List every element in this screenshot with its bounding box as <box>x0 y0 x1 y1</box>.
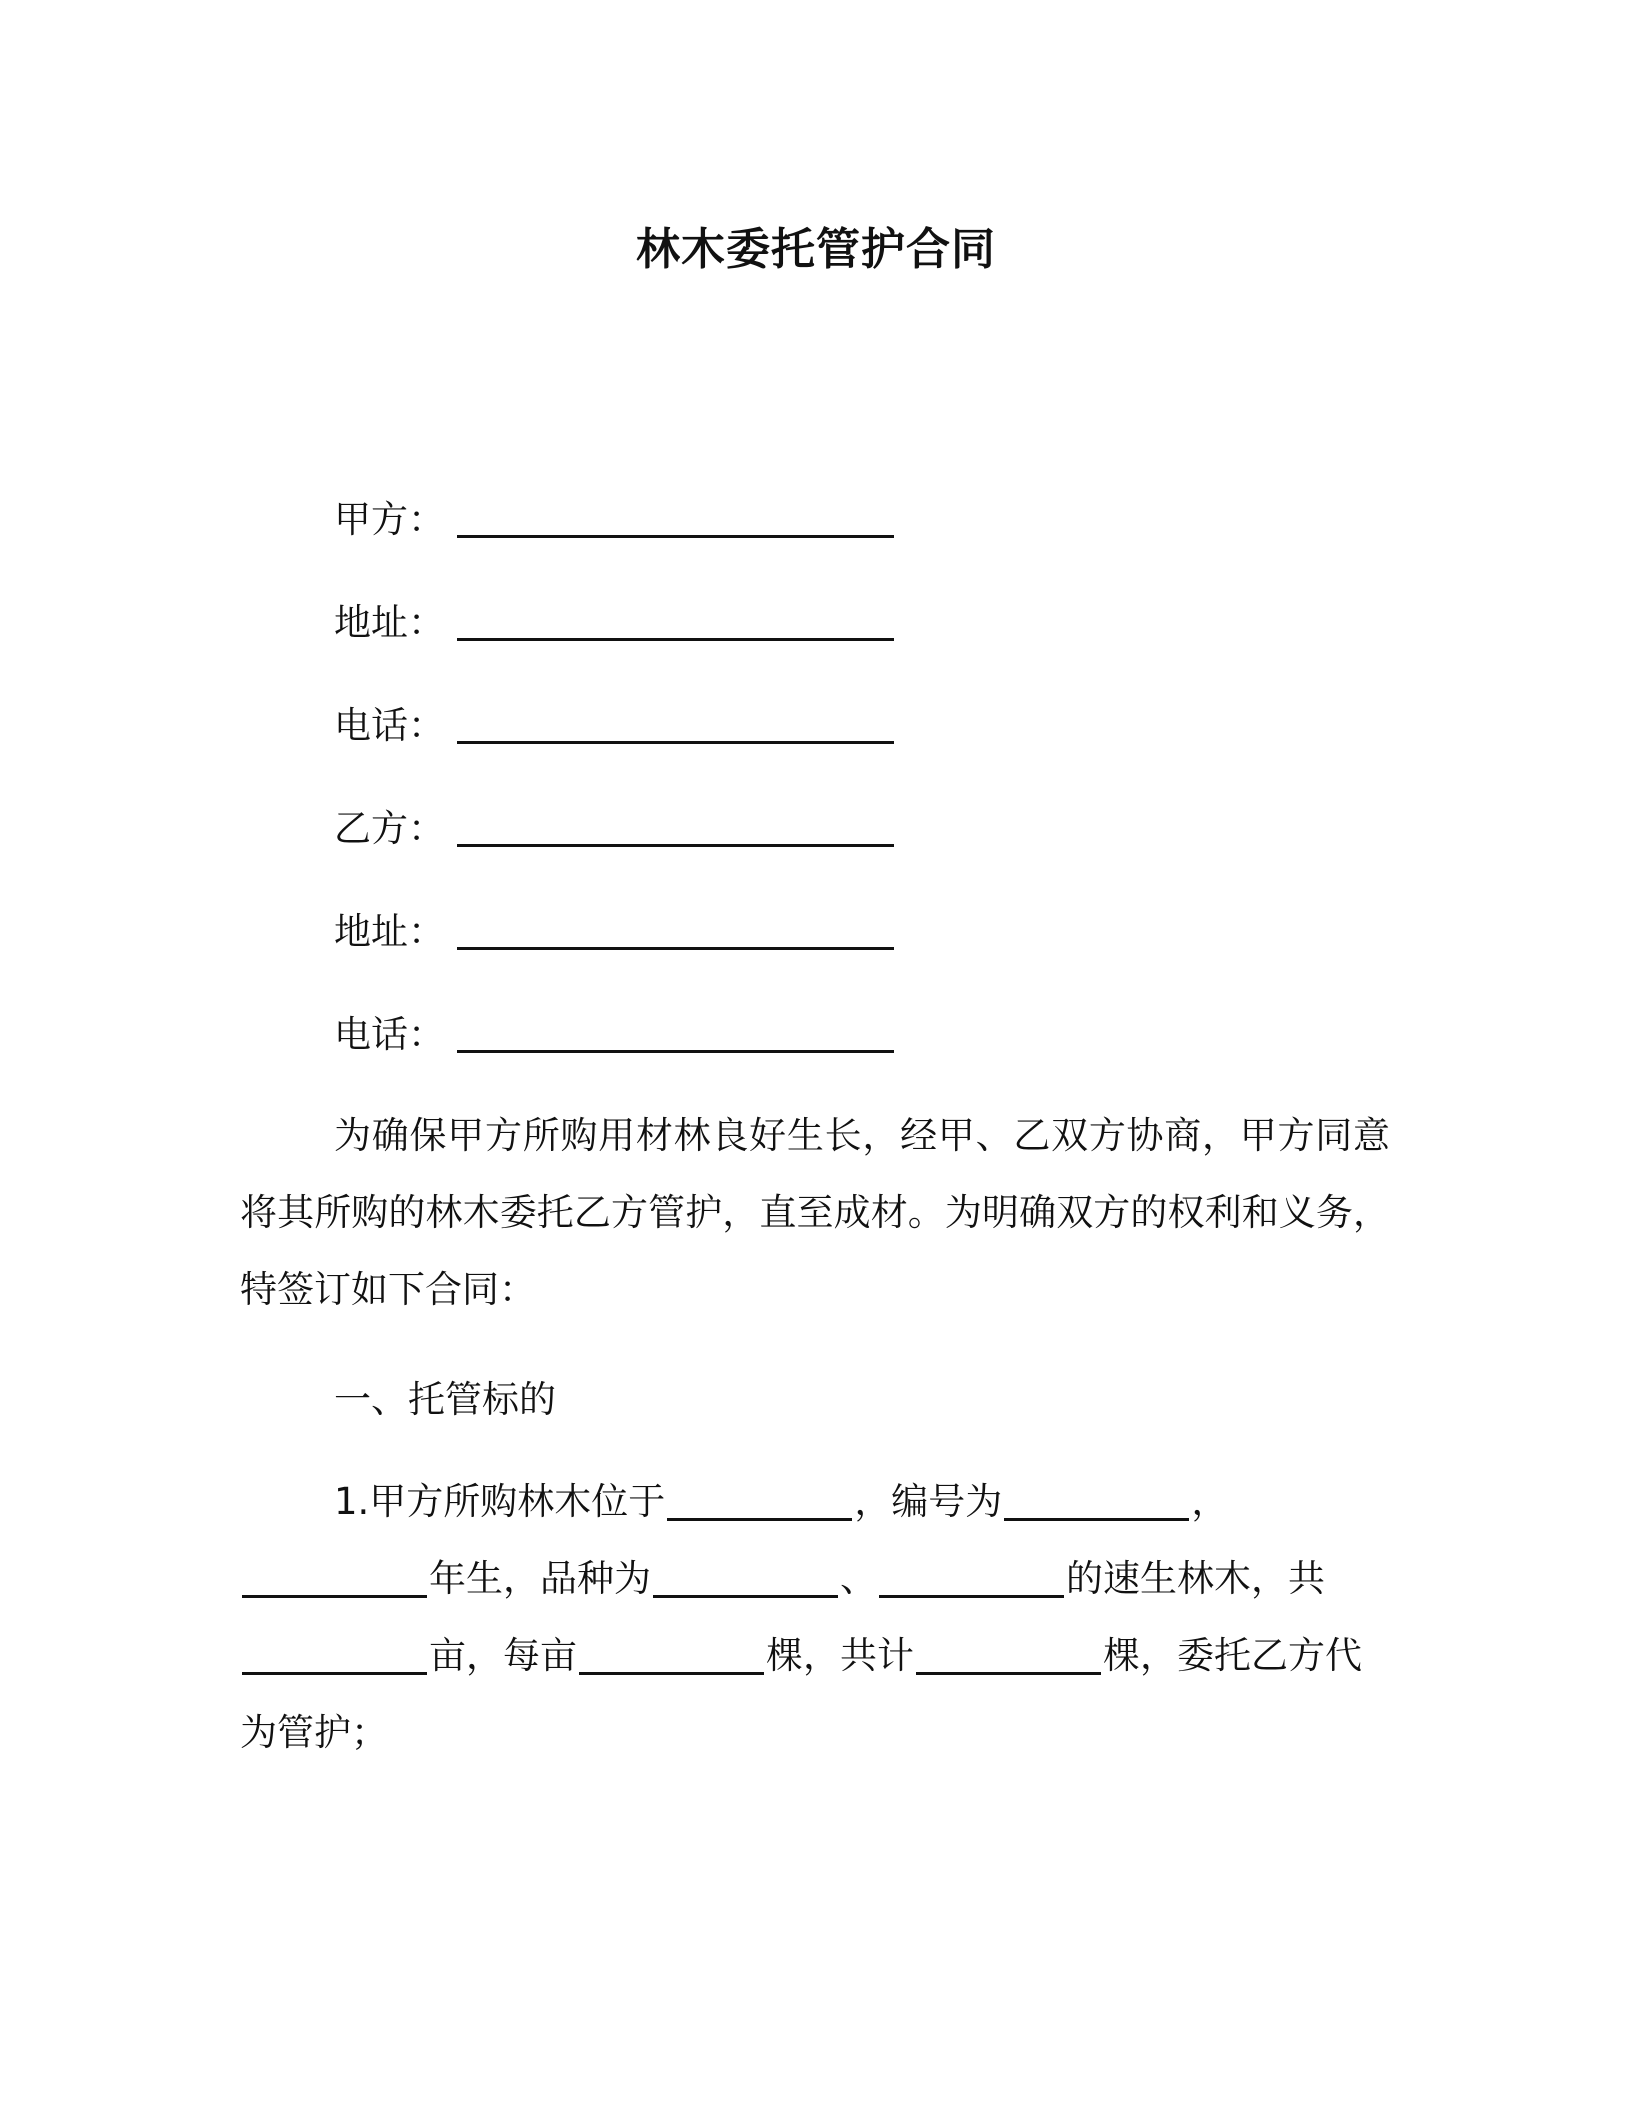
clause-text: 年生，品种为 <box>429 1557 651 1600</box>
fill-in-blank[interactable] <box>457 836 894 847</box>
field-label: 乙方： <box>334 807 445 850</box>
section-heading: 一、托管标的 <box>334 1378 556 1421</box>
intro-paragraph: 为确保甲方所购用材林良好生长，经甲、乙双方协商，甲方同意将其所购的林木委托乙方管护，直至成材。为明确双方的权利和义务，特签订如下合同： <box>240 1114 1390 1311</box>
clause-line <box>334 1474 1228 1530</box>
party-b-name-field <box>334 805 894 853</box>
fill-in-blank[interactable] <box>457 1042 894 1053</box>
fill-in-blank[interactable] <box>457 630 894 641</box>
party-a-address-field <box>334 599 894 647</box>
field-label: 甲方： <box>334 498 445 541</box>
clause-text: ，编号为 <box>854 1480 1003 1523</box>
field-label: 电话： <box>334 704 445 747</box>
fill-in-blank[interactable] <box>653 1587 838 1598</box>
fill-in-blank[interactable] <box>667 1510 852 1521</box>
fill-in-blank[interactable] <box>242 1587 427 1598</box>
field-label: 地址： <box>334 910 445 953</box>
fill-in-blank[interactable] <box>916 1664 1101 1675</box>
fill-in-blank[interactable] <box>457 527 894 538</box>
fill-in-blank[interactable] <box>242 1664 427 1675</box>
party-b-phone-field <box>334 1011 894 1059</box>
clause-text: 为管护； <box>240 1711 388 1754</box>
clause-text: 棵，委托乙方代 <box>1103 1634 1362 1677</box>
fill-in-blank[interactable] <box>879 1587 1064 1598</box>
clause-text: 亩，每亩 <box>429 1634 577 1677</box>
clause-line <box>240 1551 1325 1607</box>
clause-text: 1.甲方所购林木位于 <box>334 1480 666 1523</box>
party-a-phone-field <box>334 702 894 750</box>
field-label: 地址： <box>334 601 445 644</box>
clause-text: ， <box>1191 1480 1229 1523</box>
clause-text: 、 <box>840 1557 877 1600</box>
clause-text: 的速生林木，共 <box>1066 1557 1325 1600</box>
document-title: 林木委托管护合同 <box>636 224 996 275</box>
party-b-address-field <box>334 908 894 956</box>
party-a-name-field <box>334 496 894 544</box>
fill-in-blank[interactable] <box>579 1664 764 1675</box>
clause-line <box>240 1705 388 1761</box>
field-label: 电话： <box>334 1013 445 1056</box>
fill-in-blank[interactable] <box>457 939 894 950</box>
clause-line <box>240 1628 1362 1684</box>
fill-in-blank[interactable] <box>457 733 894 744</box>
fill-in-blank[interactable] <box>1004 1510 1189 1521</box>
clause-text: 棵，共计 <box>766 1634 914 1677</box>
